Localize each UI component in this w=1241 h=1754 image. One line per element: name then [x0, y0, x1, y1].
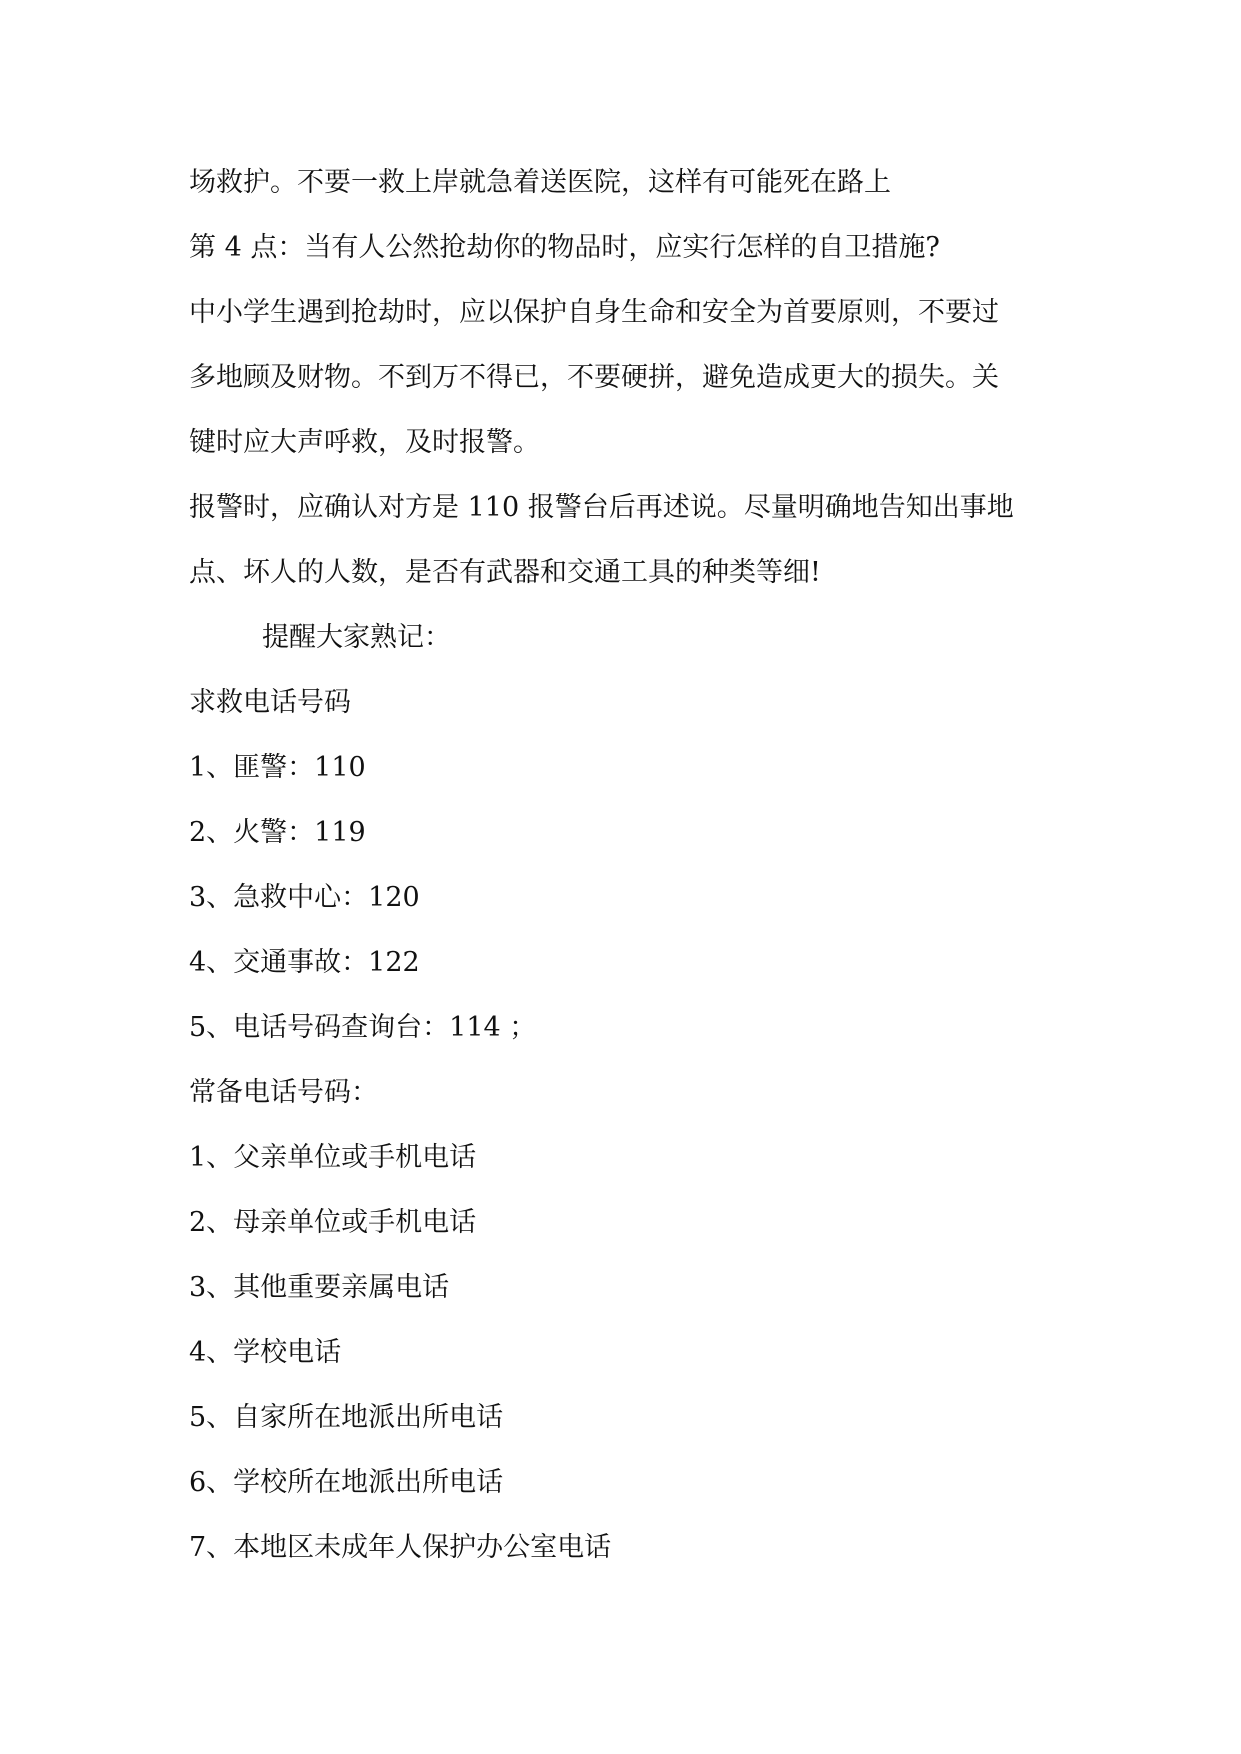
- common-numbers-heading: 常备电话号码：: [189, 1077, 378, 1108]
- paragraph-line: 键时应大声呼救，及时报警。: [189, 427, 540, 458]
- list-item: 4、学校电话: [189, 1337, 342, 1368]
- paragraph-line: 中小学生遇到抢劫时，应以保护自身生命和安全为首要原则，不要过: [189, 297, 999, 328]
- list-item: 1、匪警：110: [189, 752, 366, 783]
- question-heading: 第 4 点：当有人公然抢劫你的物品时，应实行怎样的自卫措施?: [189, 232, 940, 263]
- paragraph-line: 报警时，应确认对方是 110 报警台后再述说。尽量明确地告知出事地: [189, 492, 1014, 523]
- list-item: 7、本地区未成年人保护办公室电话: [189, 1532, 612, 1563]
- paragraph-line: 场救护。不要一救上岸就急着送医院，这样有可能死在路上: [189, 167, 891, 198]
- reminder-heading: 提醒大家熟记：: [262, 622, 451, 653]
- list-item: 5、电话号码查询台：114 ；: [189, 1012, 537, 1043]
- list-item: 3、其他重要亲属电话: [189, 1272, 450, 1303]
- list-item: 3、急救中心：120: [189, 882, 420, 913]
- list-item: 2、母亲单位或手机电话: [189, 1207, 477, 1238]
- paragraph-line: 多地顾及财物。不到万不得已，不要硬拼，避免造成更大的损失。关: [189, 362, 999, 393]
- list-item: 4、交通事故：122: [189, 947, 420, 978]
- list-item: 2、火警：119: [189, 817, 366, 848]
- emergency-numbers-heading: 求救电话号码: [189, 687, 351, 718]
- list-item: 5、自家所在地派出所电话: [189, 1402, 504, 1433]
- paragraph-line: 点、坏人的人数，是否有武器和交通工具的种类等细!: [189, 557, 821, 588]
- list-item: 1、父亲单位或手机电话: [189, 1142, 477, 1173]
- list-item: 6、学校所在地派出所电话: [189, 1467, 504, 1498]
